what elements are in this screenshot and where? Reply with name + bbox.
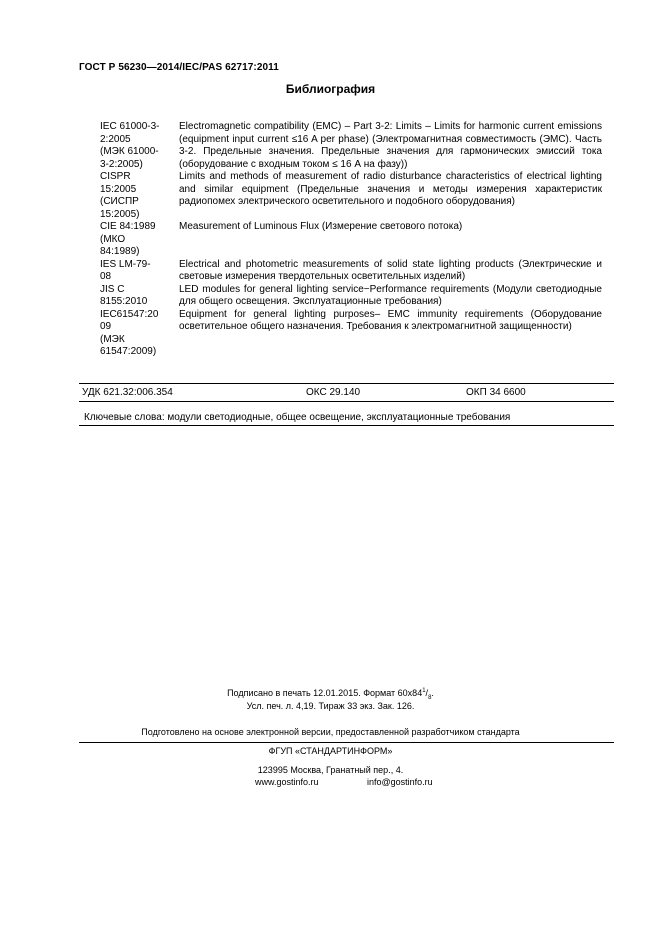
bibliography-entry (100, 284, 602, 309)
oks-code: ОКС 29.140 (306, 387, 361, 398)
email-link[interactable]: info@gostinfo.ru (367, 777, 433, 787)
page-title: Библиография (285, 82, 376, 96)
signed-suffix: . (431, 688, 434, 698)
bibliography-ref: JIS C 8155:2010 (100, 283, 148, 307)
bibliography-text: Electrical and photometric measurements of solid state lighting products (Электрические и световые измерения твердотельных осветительных изделий) (179, 258, 602, 282)
bibliography-text: Limits and methods of measurement of radio disturbance characteristics of electrical lighting and similar equipment (Предельные значения и методы измерения характеристик радиопомех электрического осветительного и подобного оборудования) (179, 171, 602, 207)
bibliography-entry (100, 309, 602, 359)
print-sheets: Усл. печ. л. 4,19. Тираж 33 экз. Зак. 126. (246, 701, 415, 711)
bibliography-entry (100, 221, 602, 259)
bibliography-entry (100, 259, 602, 284)
bibliography-ref: IEC61547:20 09 (МЭК 61547:2009) (100, 308, 159, 357)
bibliography-ref: CIE 84:1989 (МКО 84:1989) (100, 221, 156, 257)
signed-text: Подписано в печать 12.01.2015. Формат 60x84 (227, 688, 423, 698)
address: 123995 Москва, Гранатный пер., 4. (257, 765, 404, 775)
prepared-note: Подготовлено на основе электронной версии, предоставленной разработчиком стандарта (141, 727, 520, 737)
bibliography-entry (100, 121, 602, 171)
publisher: ФГУП «СТАНДАРТИНФОРМ» (268, 746, 393, 756)
okp-code: ОКП 34 6600 (466, 387, 526, 398)
bibliography-ref: CISPR 15:2005 (СИСПР 15:2005) (100, 171, 140, 220)
website-link[interactable]: www.gostinfo.ru (255, 777, 319, 787)
bibliography-text: Equipment for general lighting purposes– EMC immunity requirements (Оборудование осветительное общего назначения. Требования к электромагнитной защищенности) (179, 308, 602, 332)
keywords: Ключевые слова: модули светодиодные, общее освещение, эксплуатационные требования (84, 412, 511, 423)
bibliography-entry (100, 171, 602, 221)
format-fraction-denominator: 8 (428, 694, 432, 701)
bibliography-ref: IEC 61000-3- 2:2005 (МЭК 61000- 3-2:2005) (100, 121, 160, 170)
bibliography-text: Measurement of Luminous Flux (Измерение светового потока) (179, 221, 463, 232)
bibliography-text: Electromagnetic compatibility (EMC) – Part 3-2: Limits – Limits for harmonic current emissions (equipment input current ≤16 A per phase) (Электромагнитная совместимость (ЭМС). Часть 3-2. Предельные значения. Предельные значения для гармонических эмиссий тока (оборудование с входным током ≤ 16 А на фазу)) (179, 121, 602, 170)
divider (79, 383, 614, 384)
udk-code: УДК 621.32:006.354 (82, 387, 173, 398)
bibliography-text: LED modules for general lighting service−Performance requirements (Модули светодиодные для общего освещения. Эксплуатационные требования) (179, 283, 602, 307)
signed-for-print: Подписано в печать 12.01.2015. Формат $60x84^1/_8$. (227, 688, 434, 701)
bibliography-ref: IES LM-79- 08 (100, 258, 151, 282)
bibliography-list (100, 121, 602, 359)
divider (79, 425, 614, 426)
standard-header: ГОСТ Р 56230—2014/IEC/PAS 62717:2011 (79, 62, 279, 73)
divider (79, 401, 614, 402)
divider (79, 742, 614, 743)
format-fraction-numerator: 1 (422, 688, 426, 694)
